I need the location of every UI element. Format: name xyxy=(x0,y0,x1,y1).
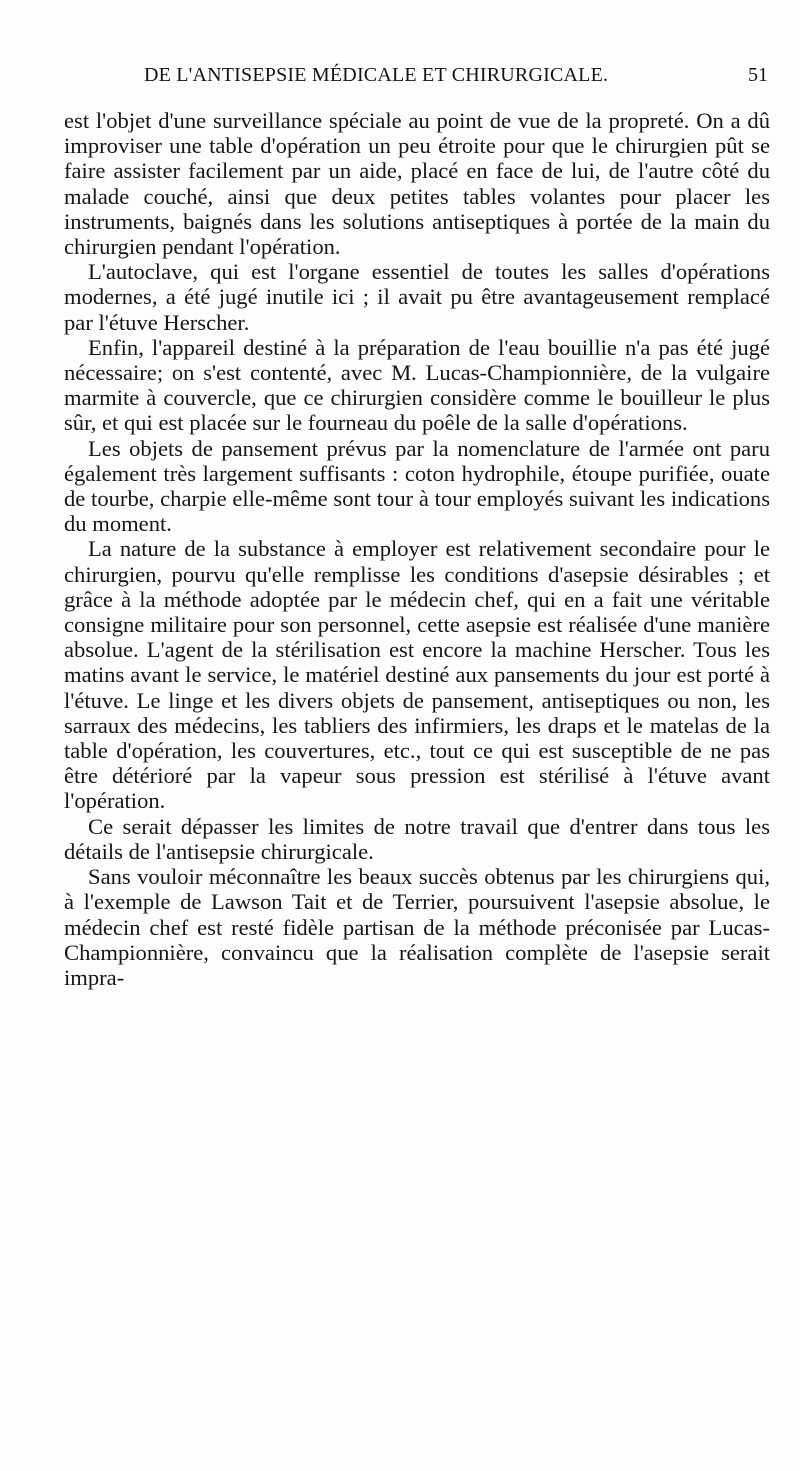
body-text xyxy=(64,108,770,990)
paragraph-dressing-objects: Les objets de pansement prévus par la nomenclature de l'armée ont paru également très largement suffisants : coton hydrophile, étoupe purifiée, ouate de tourbe, charpie elle-même sont tour à tour employés suivant les indications du moment. xyxy=(64,435,770,537)
paragraph-autoclave: L'autoclave, qui est l'organe essentiel de toutes les salles d'opérations modernes, a été jugé inutile ici ; il avait pu être avantageusement remplacé par l'étuve Herscher. xyxy=(64,259,770,335)
paragraph-limits: Ce serait dépasser les limites de notre travail que d'entrer dans tous les détails de l'antisepsie chirurgicale. xyxy=(64,813,770,864)
page-header xyxy=(128,64,768,92)
running-title: DE L'ANTISEPSIE MÉDICALE ET CHIRURGICALE. xyxy=(144,64,609,86)
paragraph-asepsis: Sans vouloir méconnaître les beaux succès obtenus par les chirurgiens qui, à l'exemple de Lawson Tait et de Terrier, poursuivent l'asepsie absolue, le médecin chef est resté fidèle partisan de la méthode préconisée par Lucas-Championnière, convaincu que la réalisation complète de l'asepsie serait impra- xyxy=(64,864,770,990)
paragraph-continued: est l'objet d'une surveillance spéciale au point de vue de la propreté. On a dû improviser une table d'opération un peu étroite pour que le chirurgien pût se faire assister facilement par un aide, placé en face de lui, de l'autre côté du malade couché, ainsi que deux petites tables volantes pour placer les instruments, baignés dans les solutions antiseptiques à portée de la main du chirurgien pendant l'opération. xyxy=(64,108,770,260)
page-number: 51 xyxy=(748,64,768,86)
paragraph-boiled-water: Enfin, l'appareil destiné à la préparation de l'eau bouillie n'a pas été jugé nécessaire; on s'est contenté, avec M. Lucas-Championnière, de la vulgaire marmite à couvercle, que ce chirurgien considère comme le bouilleur le plus sûr, et qui est placée sur le fourneau du poêle de la salle d'opérations. xyxy=(64,334,770,436)
paragraph-sterilisation: La nature de la substance à employer est relativement secondaire pour le chirurgien, pourvu qu'elle remplisse les conditions d'asepsie désirables ; et grâce à la méthode adoptée par le médecin chef, qui en a fait une véritable consigne militaire pour son personnel, cette asepsie est réalisée d'une manière absolue. L'agent de la stérilisation est encore la machine Herscher. Tous les matins avant le service, le matériel destiné aux pansements du jour est porté à l'étuve. Le linge et les divers objets de pansement, antiseptiques ou non, les sarraux des médecins, les tabliers des infirmiers, les draps et le matelas de la table d'opération, les couvertures, etc., tout ce qui est susceptible de ne pas être détérioré par la vapeur sous pression est stérilisé à l'étuve avant l'opération. xyxy=(64,536,770,814)
